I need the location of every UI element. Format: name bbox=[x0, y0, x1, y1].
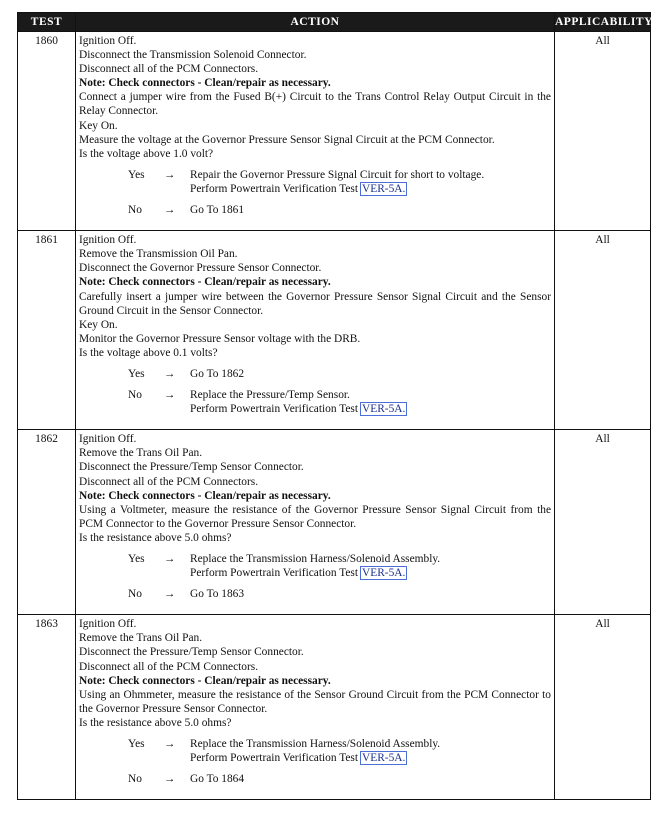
step-line: Disconnect the Pressure/Temp Sensor Connector. bbox=[79, 461, 304, 474]
step-line: Is the voltage above 1.0 volt? bbox=[79, 147, 214, 160]
test-number: 1861 bbox=[18, 231, 76, 430]
arrow-icon: → bbox=[164, 588, 176, 601]
result-block bbox=[79, 367, 551, 416]
step-line: Note: Check connectors - Clean/repair as necessary. bbox=[79, 489, 331, 502]
result-text bbox=[190, 168, 551, 196]
step-list bbox=[79, 432, 551, 545]
step-line: Ignition Off. bbox=[79, 234, 137, 247]
action-cell bbox=[76, 231, 555, 430]
test-row bbox=[18, 430, 651, 615]
verification-test-link[interactable]: VER-5A. bbox=[362, 752, 406, 765]
arrow-icon: → bbox=[164, 738, 176, 751]
step-line: Is the voltage above 0.1 volts? bbox=[79, 346, 218, 359]
step-line: Note: Check connectors - Clean/repair as necessary. bbox=[79, 276, 331, 289]
test-number: 1860 bbox=[18, 32, 76, 231]
answer-label: No bbox=[128, 773, 142, 786]
result-no bbox=[79, 587, 551, 601]
result-line2: Perform Powertrain Verification Test bbox=[190, 182, 359, 195]
applicability-value: All bbox=[555, 615, 651, 800]
verification-test-link[interactable]: VER-5A. bbox=[362, 567, 406, 580]
step-line: Using a Voltmeter, measure the resistance of the Governor Pressure Sensor Signal Circuit from the PCM Connector to the Governor Pressure Sensor Connector. bbox=[79, 503, 551, 530]
step-line: Ignition Off. bbox=[79, 618, 137, 631]
step-line: Is the resistance above 5.0 ohms? bbox=[79, 716, 232, 729]
test-number: 1863 bbox=[18, 615, 76, 800]
result-text bbox=[190, 203, 551, 217]
result-text bbox=[190, 772, 551, 786]
step-line: Key On. bbox=[79, 119, 118, 132]
step-list bbox=[79, 34, 551, 161]
result-line1: Replace the Transmission Harness/Solenoid Assembly. bbox=[190, 738, 441, 751]
arrow-icon: → bbox=[164, 773, 176, 786]
result-line1: Repair the Governor Pressure Signal Circuit for short to voltage. bbox=[190, 168, 485, 181]
step-line: Disconnect the Transmission Solenoid Connector. bbox=[79, 49, 307, 62]
arrow-icon: → bbox=[164, 168, 176, 181]
step-line: Key On. bbox=[79, 318, 118, 331]
goto-text: Go To 1863 bbox=[190, 588, 245, 601]
action-cell bbox=[76, 615, 555, 800]
arrow-icon: → bbox=[164, 389, 176, 402]
header-test: TEST bbox=[18, 13, 76, 32]
test-row bbox=[18, 231, 651, 430]
goto-text: Go To 1861 bbox=[190, 204, 245, 217]
result-line1: Replace the Transmission Harness/Solenoid Assembly. bbox=[190, 553, 441, 565]
step-list bbox=[79, 617, 551, 730]
step-line: Ignition Off. bbox=[79, 433, 137, 446]
action-cell bbox=[76, 430, 555, 615]
arrow-icon: → bbox=[164, 553, 176, 565]
step-line: Connect a jumper wire from the Fused B(+) Circuit to the Trans Control Relay Output Circuit in the Relay Connector. bbox=[79, 91, 551, 118]
step-line: Using an Ohmmeter, measure the resistance of the Sensor Ground Circuit from the PCM Connector to the Governor Pressure Sensor Connector. bbox=[79, 688, 551, 715]
applicability-value: All bbox=[555, 231, 651, 430]
test-row bbox=[18, 32, 651, 231]
result-line2-wrap bbox=[190, 402, 551, 416]
result-line2: Perform Powertrain Verification Test bbox=[190, 752, 359, 765]
result-text bbox=[190, 388, 551, 416]
answer-label: Yes bbox=[128, 553, 145, 565]
verification-test-link[interactable]: VER-5A. bbox=[362, 403, 406, 416]
answer-label: No bbox=[128, 588, 142, 601]
result-no bbox=[79, 388, 551, 416]
result-block bbox=[79, 552, 551, 601]
answer-label: Yes bbox=[128, 738, 145, 751]
arrow-icon: → bbox=[164, 204, 176, 217]
answer-label: No bbox=[128, 389, 142, 402]
answer-label: Yes bbox=[128, 168, 145, 181]
header-applicability: APPLICABILITY bbox=[555, 13, 651, 32]
step-line: Remove the Transmission Oil Pan. bbox=[79, 248, 238, 261]
goto-text: Go To 1864 bbox=[190, 773, 245, 786]
result-yes bbox=[79, 168, 551, 196]
result-text bbox=[190, 367, 551, 381]
result-line2: Perform Powertrain Verification Test bbox=[190, 403, 359, 416]
diagnostic-test-table bbox=[17, 12, 651, 800]
step-line: Disconnect all of the PCM Connectors. bbox=[79, 475, 259, 488]
step-line: Measure the voltage at the Governor Pressure Sensor Signal Circuit at the PCM Connector. bbox=[79, 133, 495, 146]
result-yes bbox=[79, 737, 551, 765]
goto-text: Go To 1862 bbox=[190, 367, 245, 380]
step-line: Disconnect the Pressure/Temp Sensor Connector. bbox=[79, 646, 304, 659]
result-text bbox=[190, 552, 551, 580]
result-line2-wrap bbox=[190, 182, 551, 196]
result-no bbox=[79, 772, 551, 786]
applicability-value: All bbox=[555, 430, 651, 615]
result-no bbox=[79, 203, 551, 217]
result-text bbox=[190, 737, 551, 765]
result-line2-wrap bbox=[190, 751, 551, 765]
step-line: Remove the Trans Oil Pan. bbox=[79, 447, 203, 460]
result-line2: Perform Powertrain Verification Test bbox=[190, 567, 359, 580]
applicability-value: All bbox=[555, 32, 651, 231]
result-block bbox=[79, 168, 551, 217]
step-line: Monitor the Governor Pressure Sensor voltage with the DRB. bbox=[79, 332, 361, 345]
answer-label: Yes bbox=[128, 367, 145, 380]
result-line2-wrap bbox=[190, 566, 551, 580]
arrow-icon: → bbox=[164, 367, 176, 380]
answer-label: No bbox=[128, 204, 142, 217]
step-line: Is the resistance above 5.0 ohms? bbox=[79, 531, 232, 544]
step-line: Ignition Off. bbox=[79, 35, 137, 47]
step-list bbox=[79, 233, 551, 360]
result-yes bbox=[79, 367, 551, 381]
step-line: Disconnect all of the PCM Connectors. bbox=[79, 660, 259, 673]
step-line: Remove the Trans Oil Pan. bbox=[79, 632, 203, 645]
header-action: ACTION bbox=[76, 13, 555, 32]
result-block bbox=[79, 737, 551, 786]
test-number: 1862 bbox=[18, 430, 76, 615]
test-row bbox=[18, 615, 651, 800]
result-text bbox=[190, 587, 551, 601]
result-line1: Replace the Pressure/Temp Sensor. bbox=[190, 389, 350, 402]
step-line: Disconnect the Governor Pressure Sensor Connector. bbox=[79, 262, 322, 275]
verification-test-link[interactable]: VER-5A. bbox=[362, 182, 406, 195]
step-line: Disconnect all of the PCM Connectors. bbox=[79, 63, 259, 76]
table-header-row bbox=[18, 13, 651, 32]
action-cell bbox=[76, 32, 555, 231]
step-line: Note: Check connectors - Clean/repair as necessary. bbox=[79, 674, 331, 687]
step-line: Note: Check connectors - Clean/repair as necessary. bbox=[79, 77, 331, 90]
result-yes bbox=[79, 552, 551, 580]
step-line: Carefully insert a jumper wire between the Governor Pressure Sensor Signal Circuit and the Sensor Ground Circuit in the Sensor Connector. bbox=[79, 290, 551, 317]
